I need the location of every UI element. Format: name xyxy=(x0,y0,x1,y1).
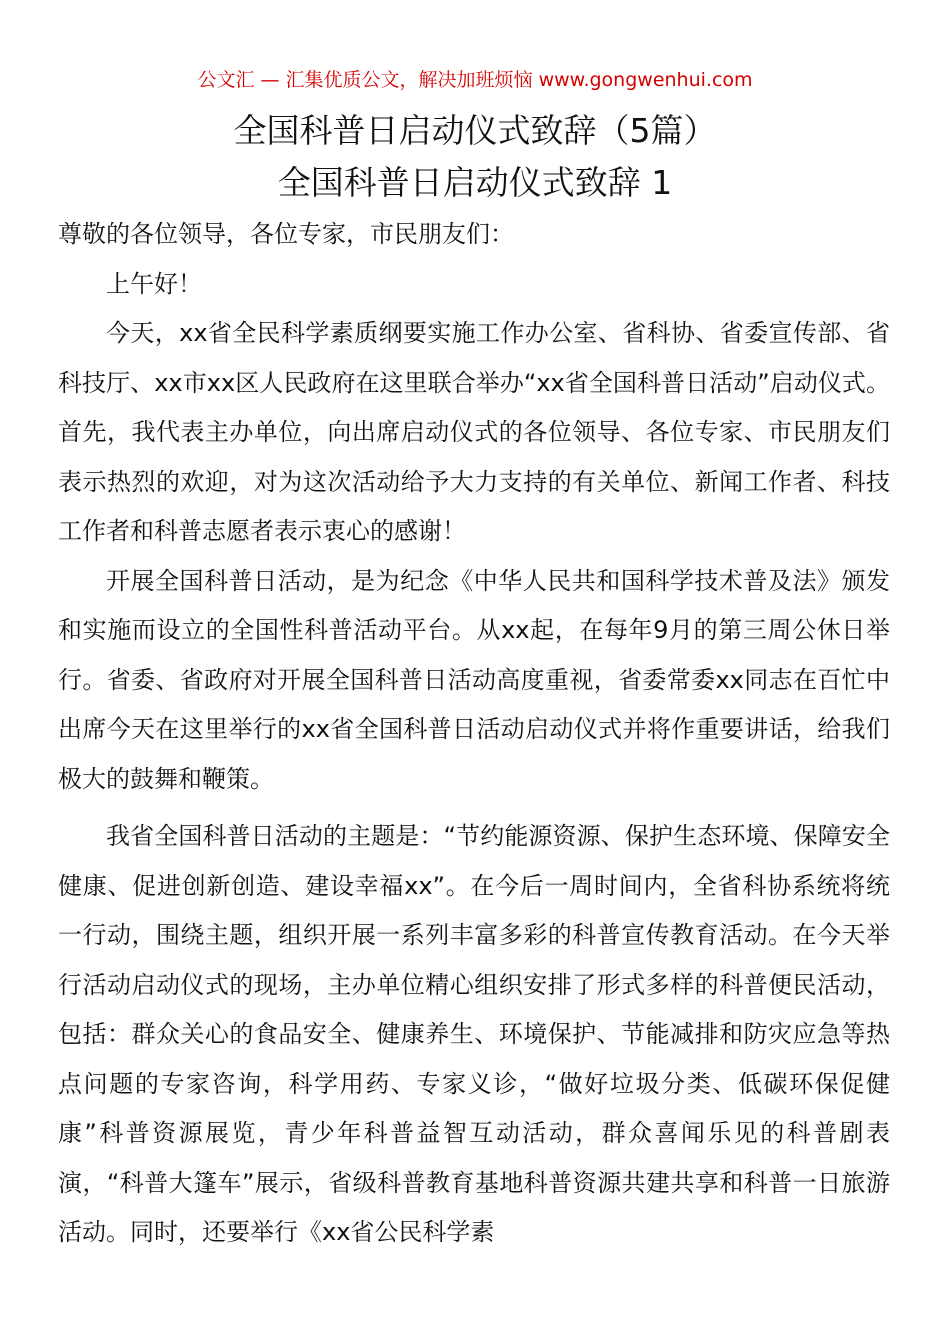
salutation-paragraph: 尊敬的各位领导，各位专家，市民朋友们： xyxy=(58,220,514,248)
body-paragraph: 今天，xx省全民科学素质纲要实施工作办公室、省科协、省委宣传部、省科技厅、xx市xx区人民政府在这里联合举办“xx省全国科普日活动”启动仪式。首先，我代表主办单位，向出席启动仪式的各位领导、各位专家、市民朋友们表示热烈的欢迎，对为这次活动给予大力支持的有关单位、新闻工作者、科技工作者和科普志愿者表示衷心的感谢！ xyxy=(58,319,890,545)
document-sub-title: 全国科普日启动仪式致辞 1 xyxy=(277,163,673,202)
header-watermark-note: 公文汇 — 汇集优质公文，解决加班烦恼 www.gongwenhui.com xyxy=(197,69,753,91)
body-paragraph: 开展全国科普日活动，是为纪念《中华人民共和国科学技术普及法》颁发和实施而设立的全国性科普活动平台。从xx起，在每年9月的第三周公休日举行。省委、省政府对开展全国科普日活动高度重视，省委常委xx同志在百忙中出席今天在这里举行的xx省全国科普日活动启动仪式并将作重要讲话，给我们极大的鼓舞和鞭策。 xyxy=(58,566,890,793)
document-body xyxy=(58,210,890,1258)
document-main-title: 全国科普日启动仪式致辞（5篇） xyxy=(233,111,717,150)
body-paragraph: 我省全国科普日活动的主题是：“节约能源资源、保护生态环境、保障安全健康、促进创新创造、建设幸福xx”。在今后一周时间内，全省科协系统将统一行动，围绕主题，组织开展一系列丰富多彩的科普宣传教育活动。在今天举行活动启动仪式的现场，主办单位精心组织安排了形式多样的科普便民活动，包括：群众关心的食品安全、健康养生、环境保护、节能减排和防灾应急等热点问题的专家咨询，科学用药、专家义诊，“做好垃圾分类、低碳环保促健康”科普资源展览，青少年科普益智互动活动，群众喜闻乐见的科普剧表演，“科普大篷车”展示，省级科普教育基地科普资源共建共享和科普一日旅游活动。同时，还要举行《xx省公民科学素 xyxy=(58,822,890,1246)
greeting-paragraph: 上午好！ xyxy=(106,269,202,298)
